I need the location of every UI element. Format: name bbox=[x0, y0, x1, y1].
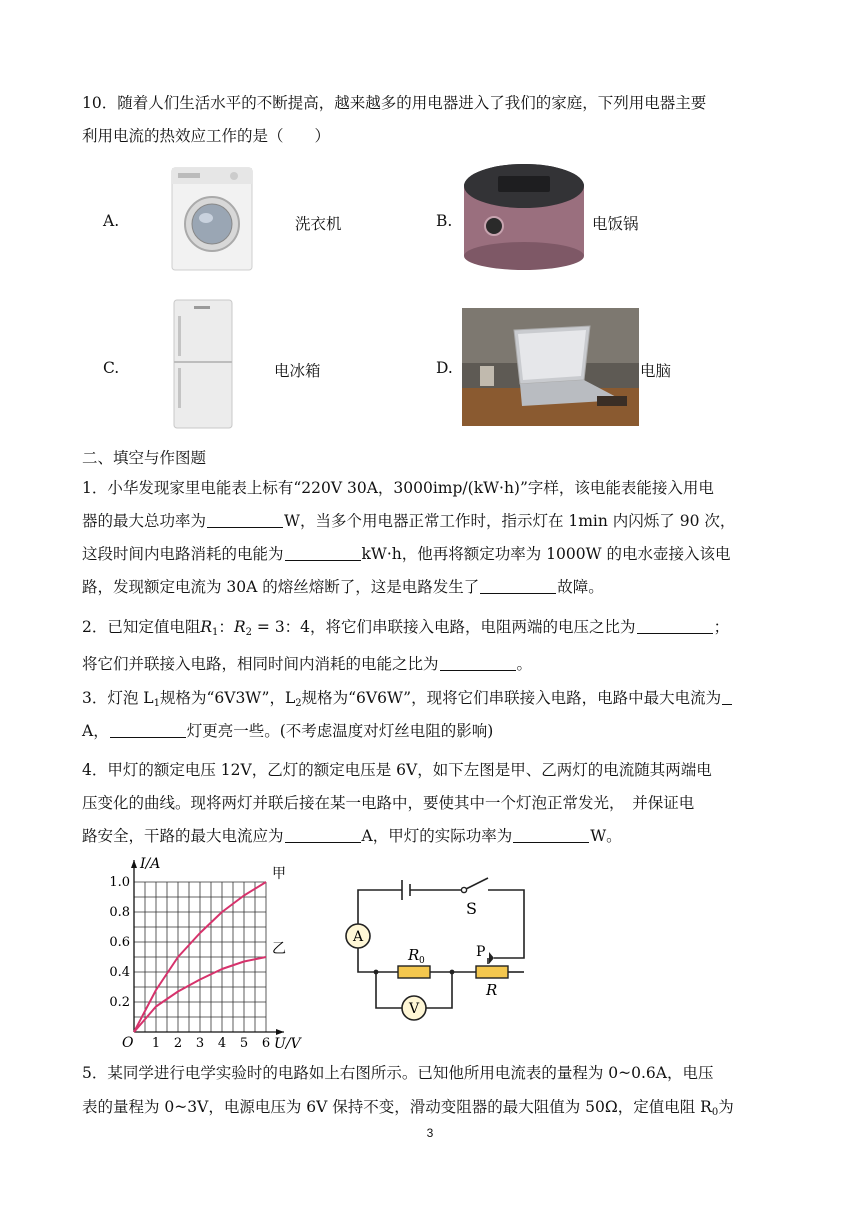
rice-cooker-image bbox=[458, 160, 590, 276]
option-b-letter: B. bbox=[436, 212, 453, 230]
page-number: 3 bbox=[426, 1126, 434, 1140]
option-b-label: 电饭锅 bbox=[592, 215, 639, 233]
option-d-label: 电脑 bbox=[640, 362, 672, 380]
refrigerator-image bbox=[170, 298, 236, 434]
x-tick-label: 4 bbox=[217, 1036, 227, 1051]
rheostat bbox=[476, 966, 508, 978]
y-tick-label: 0.8 bbox=[109, 905, 130, 920]
answer-blank[interactable] bbox=[513, 826, 589, 843]
q4-line1: 4．甲灯的额定电压 12V，乙灯的额定电压是 6V，如下左图是甲、乙两灯的电流随其两端电 bbox=[82, 761, 712, 779]
slider-label: P bbox=[476, 944, 486, 960]
option-d-letter: D. bbox=[436, 359, 453, 377]
y-axis-arrow bbox=[131, 860, 137, 868]
svg-text:0: 0 bbox=[419, 956, 425, 966]
q2-line2: 将它们并联接入电路，相同时间内消耗的电能之比为 。 bbox=[82, 655, 533, 673]
laptop-image bbox=[462, 308, 639, 430]
q1-line4: 路，发现额定电流为 30A 的熔丝熔断了，这是电路发生了 故障。 bbox=[82, 578, 604, 596]
y-axis-label: I/A bbox=[140, 856, 161, 872]
option-c-letter: C. bbox=[103, 359, 120, 377]
y-tick-label: 0.2 bbox=[109, 995, 130, 1010]
y-tick-label: 0.4 bbox=[109, 965, 130, 980]
ammeter-label: A bbox=[352, 929, 364, 945]
r0-label: R bbox=[408, 946, 420, 964]
answer-blank[interactable] bbox=[110, 721, 186, 738]
q1-line1: 1．小华发现家里电能表上标有“220V 30A，3000imp/(kW·h)”字样，该电能表能接入用电 bbox=[82, 479, 714, 497]
option-a-letter: A. bbox=[103, 212, 120, 230]
option-a-label: 洗衣机 bbox=[295, 215, 342, 233]
answer-blank[interactable] bbox=[637, 617, 713, 634]
q1-line3: 这段时间内电路消耗的电能为 kW·h，他再将额定功率为 1000W 的电水壶接入该电 bbox=[82, 545, 731, 563]
q1-line2: 器的最大总功率为 W，当多个用电器正常工作时，指示灯在 1min 内闪烁了 90 次， bbox=[82, 512, 736, 530]
x-tick-label: 5 bbox=[239, 1036, 249, 1051]
answer-blank[interactable] bbox=[722, 688, 732, 705]
answer-blank[interactable] bbox=[285, 544, 361, 561]
x-tick-label: 3 bbox=[195, 1036, 205, 1051]
y-tick-label: 0.6 bbox=[109, 935, 130, 950]
q4-line2: 压变化的曲线。现将两灯并联后接在某一电路中，要使其中一个灯泡正常发光， 并保证电 bbox=[82, 794, 695, 812]
series-label-2: 乙 bbox=[272, 941, 286, 957]
x-axis-label: U/V bbox=[274, 1036, 301, 1052]
q3-line2: A， 灯更亮一些。(不考虑温度对灯丝电阻的影响) bbox=[82, 722, 494, 740]
x-tick-label: 2 bbox=[173, 1036, 183, 1051]
q5-line1: 5．某同学进行电学实验时的电路如上右图所示。已知他所用电流表的量程为 0~0.6A，电压 bbox=[82, 1064, 714, 1082]
q3-line1: 3．灯泡 $L_1$规格为“6V3W”，$L_2$规格为“6V6W”，现将它们串联接入电路，电路中最大电流为 bbox=[82, 687, 733, 715]
series-label-1: 甲 bbox=[272, 866, 286, 882]
origin-label: O bbox=[122, 1035, 134, 1051]
answer-blank[interactable] bbox=[480, 577, 556, 594]
q10-stem-line2: 利用电流的热效应工作的是（ ） bbox=[82, 127, 331, 145]
answer-blank[interactable] bbox=[440, 654, 516, 671]
washing-machine-image bbox=[168, 166, 256, 276]
switch-label: S bbox=[466, 899, 477, 918]
q4-line3: 路安全，干路的最大电流应为 A，甲灯的实际功率为 W。 bbox=[82, 827, 622, 845]
answer-blank[interactable] bbox=[207, 511, 283, 528]
section-heading: 二、填空与作图题 bbox=[82, 449, 207, 467]
voltmeter-label: V bbox=[408, 1001, 420, 1017]
y-tick-label: 1.0 bbox=[109, 875, 130, 890]
q10-stem-line1: 10．随着人们生活水平的不断提高，越来越多的用电器进入了我们的家庭，下列用电器主要 bbox=[82, 94, 707, 112]
rheostat-label: R bbox=[486, 981, 498, 999]
iu-graph bbox=[96, 852, 301, 1056]
q5-line2: 表的量程为 0~3V，电源电压为 6V 保持不变，滑动变阻器的最大阻值为 50Ω，定值电阻 $R_0$为 bbox=[82, 1098, 734, 1118]
q2-line1: 2．已知定值电阻$R_1$：$R_2 = 3$：4，将它们串联接入电路，电阻两端的电压之比为 ； bbox=[82, 618, 730, 638]
x-axis-arrow bbox=[276, 1029, 284, 1035]
answer-blank[interactable] bbox=[285, 826, 361, 843]
circuit-diagram bbox=[336, 872, 536, 1032]
x-tick-label: 6 bbox=[261, 1036, 271, 1051]
resistor-r0 bbox=[398, 966, 430, 978]
x-tick-label: 1 bbox=[151, 1036, 161, 1051]
option-c-label: 电冰箱 bbox=[274, 362, 321, 380]
